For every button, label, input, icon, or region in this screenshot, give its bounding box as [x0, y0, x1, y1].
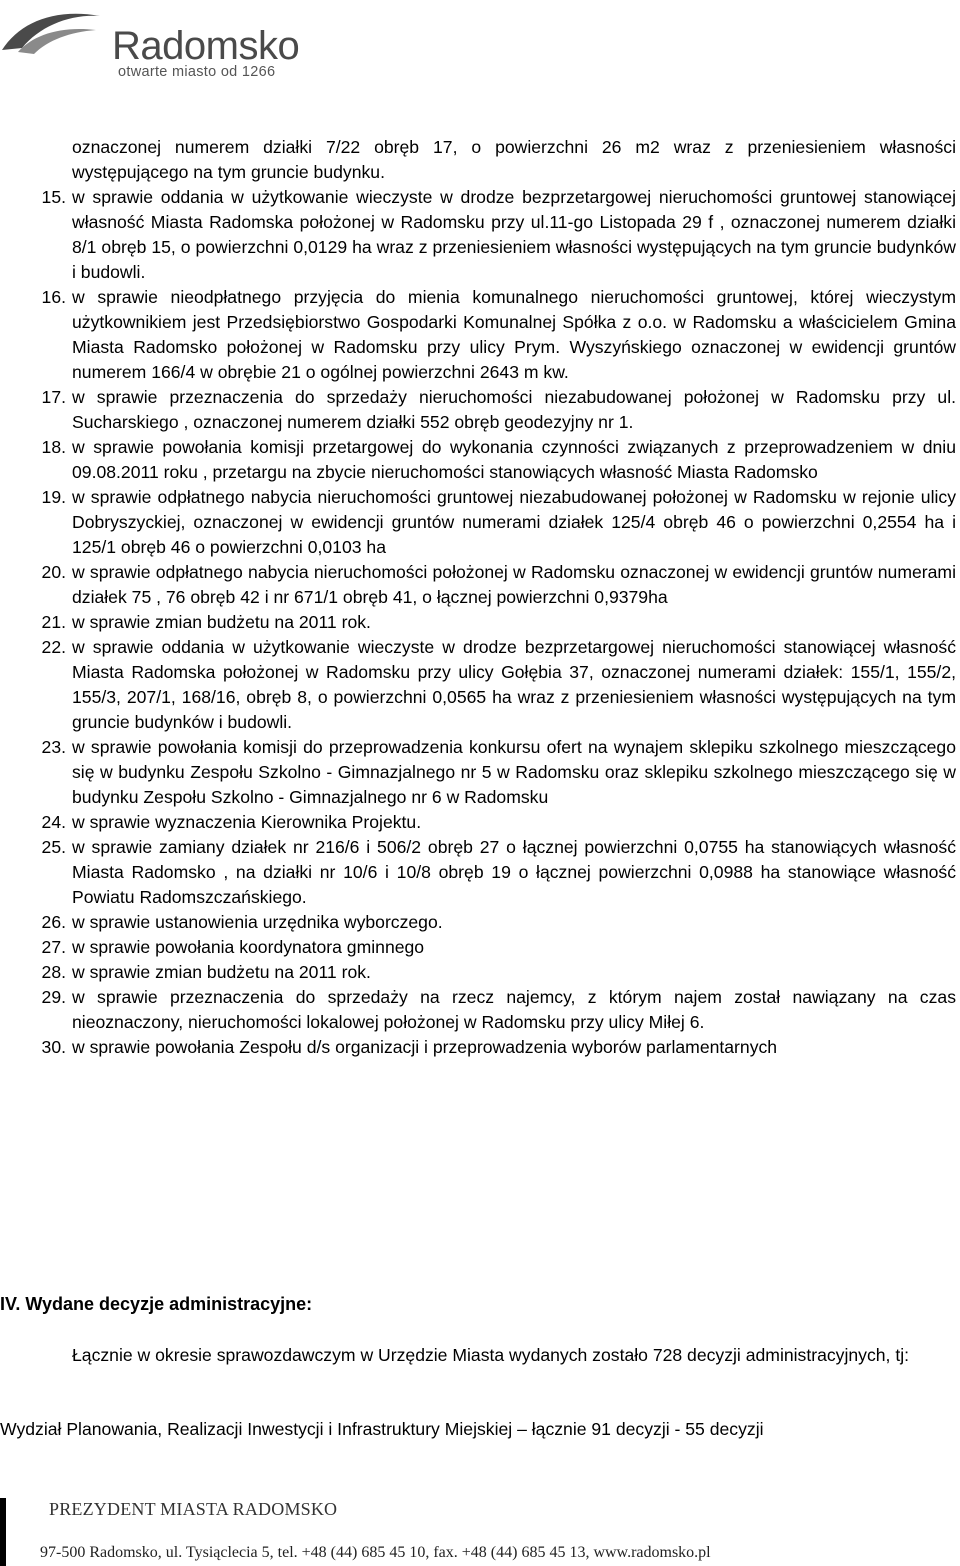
item-number: 24.: [41, 812, 66, 832]
department-summary: Wydział Planowania, Realizacji Inwestycji i Infrastruktury Miejskiej – łącznie 91 decyzji - 55 decyzji: [0, 1419, 764, 1439]
list-item: [0, 735, 960, 810]
resolutions-list: [0, 135, 960, 1060]
footer-title: PREZYDENT MIASTA RADOMSKO: [49, 1499, 338, 1519]
item-number: 23.: [41, 737, 66, 757]
item-number: 15.: [41, 187, 66, 207]
swoosh-logo-icon: [0, 0, 120, 80]
item-text: w sprawie odpłatnego nabycia nieruchomości gruntowej niezabudowanej położonej w Radomsku w rejonie ulicy Dobryszyckiej, oznaczonej w ewidencji gruntów numerami działek 125/4 obręb 46 o powierzchni 0,2554 ha i 125/1 obręb 46 o powierzchni 0,0103 ha: [72, 487, 956, 557]
logo-name: Radomsko: [112, 24, 300, 68]
footer-address: 97-500 Radomsko, ul. Tysiąclecia 5, tel. +48 (44) 685 45 10, fax. +48 (44) 685 45 13, www.radomsko.pl: [40, 1544, 711, 1561]
list-item: [0, 285, 960, 385]
item-text: w sprawie przeznaczenia do sprzedaży na rzecz najemcy, z którym najem został nawiązany na czas nieoznaczony, nieruchomości lokalowej położonej w Radomsku przy ulicy Miłej 6.: [72, 987, 956, 1032]
item-text: w sprawie wyznaczenia Kierownika Projektu.: [72, 812, 422, 832]
item-number: 17.: [41, 387, 66, 407]
footer-divider: [0, 1498, 6, 1566]
item-text: w sprawie powołania komisji do przeprowadzenia konkursu ofert na wynajem sklepiku szkolnego mieszczącego się w budynku Zespołu Szkolno - Gimnazjalnego nr 5 w Radomsku oraz sklepiku szkolnego mieszczącego się w budynku Zespołu Szkolno - Gimnazjalnego nr 6 w Radomsku: [72, 737, 956, 807]
list-item: [0, 185, 960, 285]
list-item: [0, 935, 960, 960]
list-item: [0, 135, 960, 185]
list-item: [0, 810, 960, 835]
item-text: w sprawie przeznaczenia do sprzedaży nieruchomości niezabudowanej położonej w Radomsku przy ul. Sucharskiego , oznaczonej numerem działki 552 obręb geodezyjny nr 1.: [72, 387, 956, 432]
item-text: w sprawie nieodpłatnego przyjęcia do mienia komunalnego nieruchomości gruntowej, której wieczystym użytkownikiem jest Przedsiębiorstwo Gospodarki Komunalnej Spółka z o.o. w Radomsku a właścicielem Gmina Miasta Radomsko położonej w Radomsku przy ulicy Prym. Wyszyńskiego oznaczonej w ewidencji gruntów numerem 166/4 w obrębie 21 o ogólnej powierzchni 2643 m kw.: [72, 287, 956, 382]
list-item: [0, 485, 960, 560]
item-text: w sprawie zmian budżetu na 2011 rok.: [72, 612, 371, 632]
item-number: 25.: [41, 837, 66, 857]
logo-tagline: otwarte miasto od 1266: [118, 64, 276, 80]
list-item: [0, 635, 960, 735]
list-item: [0, 985, 960, 1035]
item-text: w sprawie powołania komisji przetargowej do wykonania czynności związanych z przeprowadzeniem w dniu 09.08.2011 roku , przetargu na zbycie nieruchomości stanowiących własność Miasta Radomsko: [72, 437, 956, 482]
item-text: oznaczonej numerem działki 7/22 obręb 17, o powierzchni 26 m2 wraz z przeniesieniem własności występującego na tym gruncie budynku.: [72, 137, 956, 182]
item-number: 26.: [41, 912, 66, 932]
list-item: [0, 960, 960, 985]
item-number: 30.: [41, 1037, 66, 1057]
item-number: 18.: [41, 437, 66, 457]
item-text: w sprawie powołania koordynatora gminnego: [72, 937, 425, 957]
item-number: 29.: [41, 987, 66, 1007]
item-number: [0, 135, 72, 185]
item-number: 27.: [41, 937, 66, 957]
item-number: 21.: [41, 612, 66, 632]
list-item: [0, 610, 960, 635]
item-text: w sprawie zmian budżetu na 2011 rok.: [72, 962, 371, 982]
item-text: w sprawie powołania Zespołu d/s organizacji i przeprowadzenia wyborów parlamentarnych: [72, 1037, 778, 1057]
item-text: w sprawie oddania w użytkowanie wieczyste w drodze bezprzetargowej nieruchomości stanowiącej własność Miasta Radomska położonej w Radomsku przy ulicy Gołębia 37, oznaczonej numerami działek: 155/1, 155/2, 155/3, 207/1, 168/16, obręb 8, o powierzchni 0,0565 ha wraz z przeniesieniem własności występujących na tym gruncie budynków i budowli.: [72, 637, 956, 732]
section-heading: IV. Wydane decyzje administracyjne:: [0, 1294, 313, 1314]
item-number: 16.: [41, 287, 66, 307]
item-number: 20.: [41, 562, 66, 582]
list-item: [0, 385, 960, 435]
section-paragraph: Łącznie w okresie sprawozdawczym w Urzędzie Miasta wydanych zostało 728 decyzji administracyjnych, tj:: [72, 1345, 910, 1365]
list-item: [0, 835, 960, 910]
item-text: w sprawie zamiany działek nr 216/6 i 506/2 obręb 27 o łącznej powierzchni 0,0755 ha stanowiących własność Miasta Radomsko , na działki nr 10/6 i 10/8 obręb 19 o łącznej powierzchni 0,0988 ha stanowiące własność Powiatu Radomszczańskiego.: [72, 837, 956, 907]
list-item: [0, 560, 960, 610]
item-text: w sprawie oddania w użytkowanie wieczyste w drodze bezprzetargowej nieruchomości gruntowej stanowiącej własność Miasta Radomska położonej w Radomsku przy ul.11-go Listopada 29 f , oznaczonej numerem działki 8/1 obręb 15, o powierzchni 0,0129 ha wraz z przeniesieniem własności występujących na tym gruncie budynków i budowli.: [72, 187, 956, 282]
item-number: 22.: [41, 637, 66, 657]
item-number: 28.: [41, 962, 66, 982]
city-logo: [0, 0, 300, 90]
item-text: w sprawie odpłatnego nabycia nieruchomości położonej w Radomsku oznaczonej w ewidencji gruntów numerami działek 75 , 76 obręb 42 i nr 671/1 obręb 41, o łącznej powierzchni 0,9379ha: [72, 562, 956, 607]
list-item: [0, 435, 960, 485]
list-item: [0, 1035, 960, 1060]
item-text: w sprawie ustanowienia urzędnika wyborczego.: [72, 912, 443, 932]
list-item: [0, 910, 960, 935]
item-number: 19.: [41, 487, 66, 507]
